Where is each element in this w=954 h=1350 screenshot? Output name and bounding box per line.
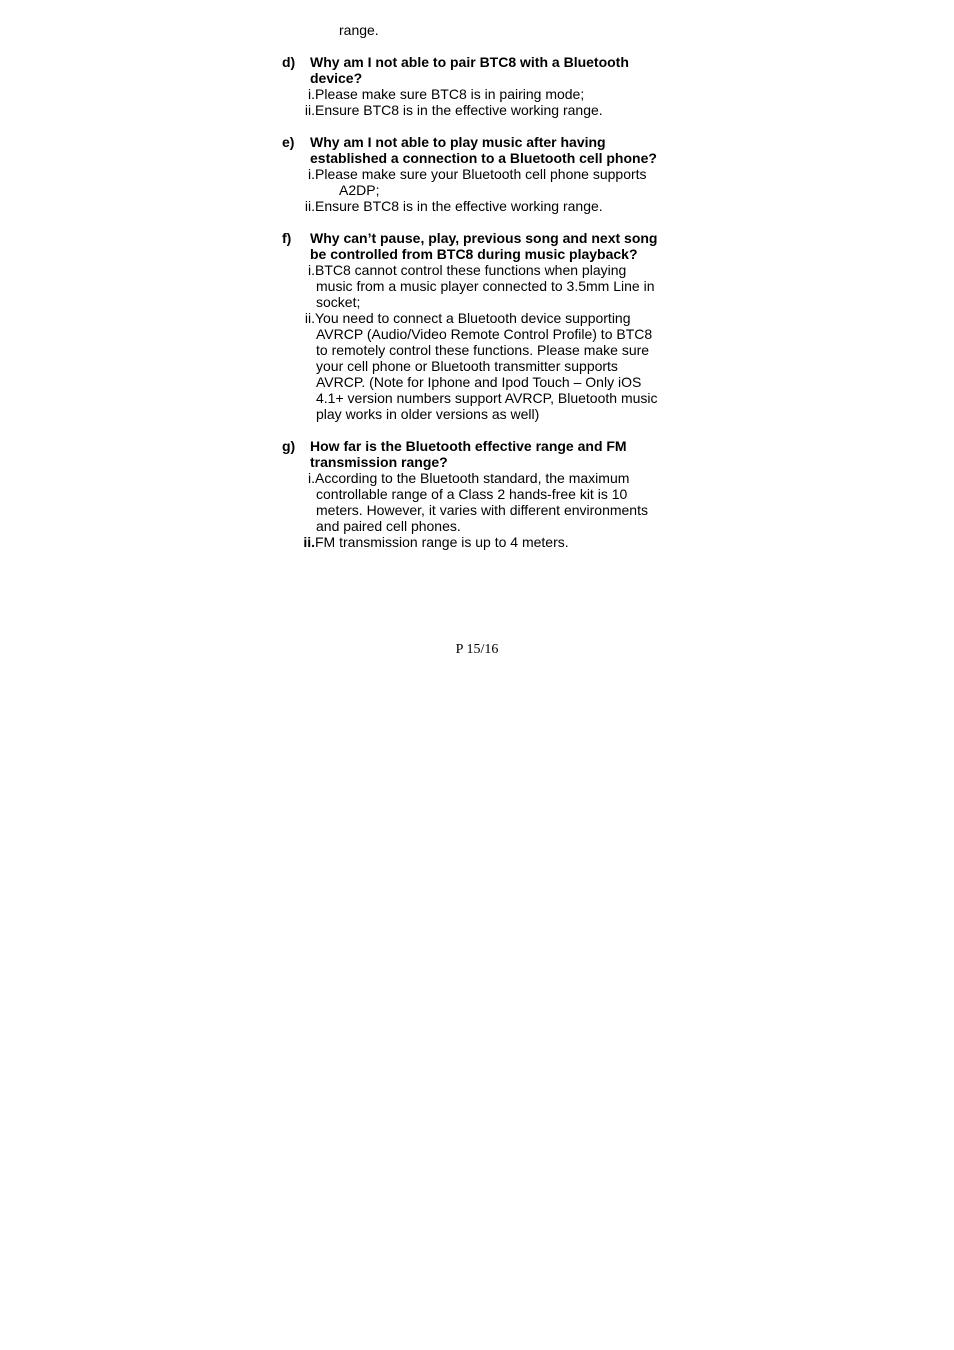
page-number: P 15/16 xyxy=(455,642,499,657)
answer-number: i. xyxy=(308,262,315,278)
answer-number: ii. xyxy=(304,198,315,214)
answer-line: music from a music player connected to 3.5mm Line in xyxy=(316,278,655,294)
question-heading xyxy=(282,438,682,470)
question-line: be controlled from BTC8 during music playback? xyxy=(310,246,638,262)
question-letter: d) xyxy=(282,54,296,70)
question-text xyxy=(310,54,682,86)
answer-line: and paired cell phones. xyxy=(316,518,461,534)
answer-item xyxy=(282,310,682,422)
answer-text xyxy=(315,166,682,198)
faq-question xyxy=(282,134,682,214)
answer-item xyxy=(282,470,682,534)
answer-line: to remotely control these functions. Please make sure xyxy=(316,342,650,358)
answer-item xyxy=(282,166,682,198)
answer-line: AVRCP. (Note for Iphone and Ipod Touch – Only iOS xyxy=(316,374,642,390)
question-letter: g) xyxy=(282,438,296,454)
question-line: device? xyxy=(310,70,363,86)
answer-number: i. xyxy=(308,86,315,102)
faq-content xyxy=(282,22,682,550)
answer-text xyxy=(315,310,682,422)
question-letter: e) xyxy=(282,134,295,150)
faq-question xyxy=(282,438,682,550)
answer-line: Please make sure your Bluetooth cell phone supports xyxy=(315,166,647,182)
question-line: transmission range? xyxy=(310,454,448,470)
question-line: Why am I not able to play music after having xyxy=(310,134,606,150)
answer-number: i. xyxy=(308,470,315,486)
answer-text xyxy=(315,262,682,310)
answer-text xyxy=(315,198,682,214)
question-text xyxy=(310,438,682,470)
answer-line: BTC8 cannot control these functions when playing xyxy=(315,262,627,278)
answer-number: ii. xyxy=(304,310,315,326)
answer-line: meters. However, it varies with different environments xyxy=(316,502,648,518)
question-line: Why am I not able to pair BTC8 with a Bluetooth xyxy=(310,54,629,70)
answer-item xyxy=(282,102,682,118)
question-heading xyxy=(282,134,682,166)
question-heading xyxy=(282,54,682,86)
answer-line: 4.1+ version numbers support AVRCP, Bluetooth music xyxy=(316,390,658,406)
answer-item xyxy=(282,198,682,214)
answer-number: i. xyxy=(308,166,315,182)
answer-text xyxy=(315,534,682,550)
answer-line: Please make sure BTC8 is in pairing mode; xyxy=(315,86,585,102)
answer-text xyxy=(315,86,682,102)
answer-line: A2DP; xyxy=(339,182,380,198)
answer-text xyxy=(315,470,682,534)
answer-line: Ensure BTC8 is in the effective working range. xyxy=(315,102,603,118)
answer-line: your cell phone or Bluetooth transmitter supports xyxy=(316,358,618,374)
answer-text xyxy=(315,102,682,118)
answer-line: Ensure BTC8 is in the effective working range. xyxy=(315,198,603,214)
answer-item xyxy=(282,262,682,310)
continuation-text: range. xyxy=(339,22,379,38)
question-letter: f) xyxy=(282,230,292,246)
faq-question xyxy=(282,230,682,422)
question-line: established a connection to a Bluetooth cell phone? xyxy=(310,150,657,166)
answer-line: play works in older versions as well) xyxy=(316,406,540,422)
faq-list xyxy=(282,54,682,550)
answer-line: FM transmission range is up to 4 meters. xyxy=(315,534,569,550)
answer-line: According to the Bluetooth standard, the maximum xyxy=(315,470,630,486)
answer-line: AVRCP (Audio/Video Remote Control Profile) to BTC8 xyxy=(316,326,653,342)
answer-line: You need to connect a Bluetooth device supporting xyxy=(315,310,631,326)
question-line: How far is the Bluetooth effective range and FM xyxy=(310,438,627,454)
answer-number: ii. xyxy=(303,534,315,550)
question-heading xyxy=(282,230,682,262)
question-line: Why can’t pause, play, previous song and next song xyxy=(310,230,658,246)
answer-line: socket; xyxy=(316,294,361,310)
answer-line: controllable range of a Class 2 hands-free kit is 10 xyxy=(316,486,628,502)
answer-number: ii. xyxy=(304,102,315,118)
question-text xyxy=(310,230,682,262)
answer-item xyxy=(282,86,682,102)
answer-item xyxy=(282,534,682,550)
question-text xyxy=(310,134,682,166)
faq-question xyxy=(282,54,682,118)
